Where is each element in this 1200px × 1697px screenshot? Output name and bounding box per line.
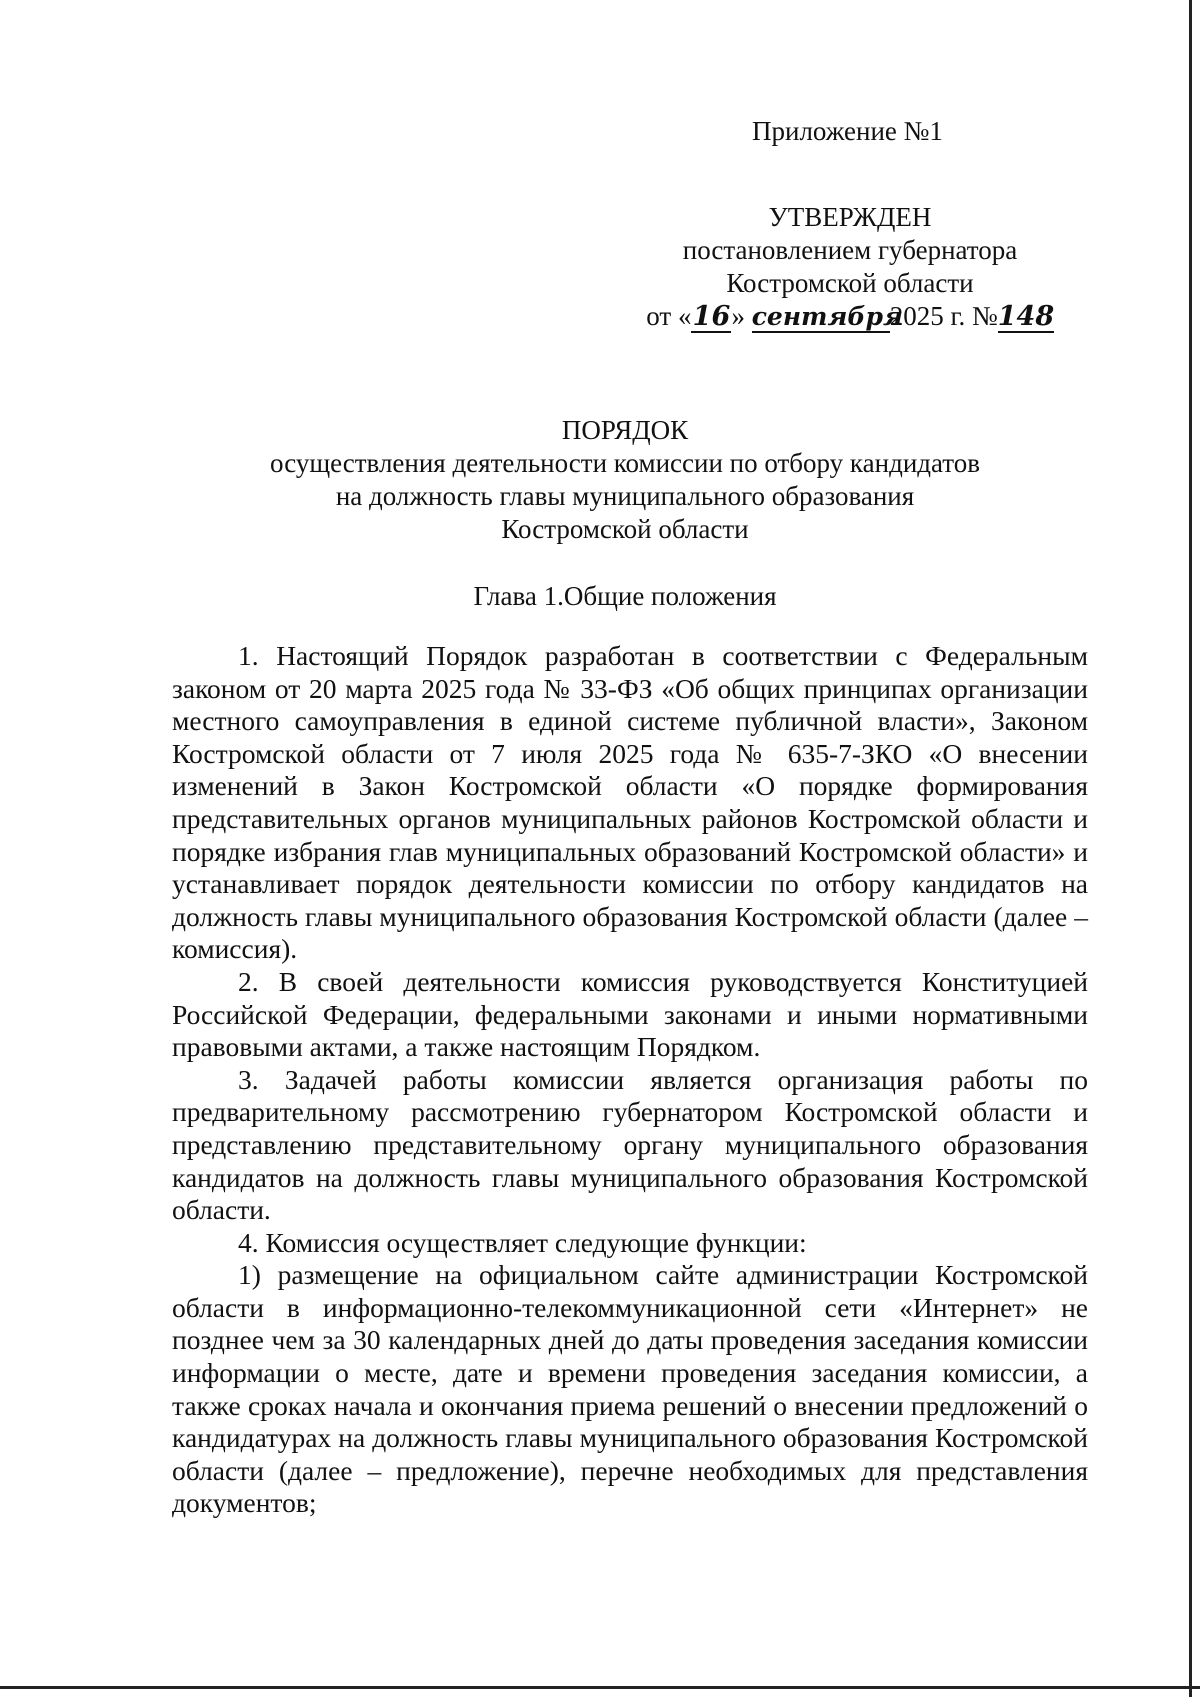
decree-line-2: Костромской области	[726, 268, 974, 298]
approved-label: УТВЕРЖДЕН	[768, 202, 932, 232]
paragraph-4-item-1: 1) размещение на официальном сайте администрации Костромской области в информационно-телекоммуникационной сети «Интернет» не позднее чем за 30 календарных дней до даты проведения заседания комиссии информации о месте, дате и времени проведения заседания комиссии, а также сроках начала и окончания приема решений о внесении предложений о кандидатурах на должность главы муниципального образования Костромской области (далее – предложение), перечне необходимых для представления документов;	[172, 1259, 1088, 1519]
handwritten-month: сентября	[751, 302, 903, 331]
title-line-3: на должность главы муниципального образования	[335, 481, 915, 511]
date-prefix: от «	[646, 301, 692, 331]
scan-border-bottom	[0, 1686, 1200, 1689]
decree-line-1: постановлением губернатора	[682, 235, 1018, 265]
paragraph-1: 1. Настоящий Порядок разработан в соответствии с Федеральным законом от 20 марта 2025 года № 33-ФЗ «Об общих принципах организации местного самоуправления в единой системе публичной власти», Законом Костромской области от 7 июля 2025 года № 635-7-ЗКО «О внесении изменений в Закон Костромской области «О порядке формирования представительных органов муниципальных районов Костромской области и порядке избрания глав муниципальных образований Костромской области» и устанавливает порядок деятельности комиссии по отбору кандидатов на должность главы муниципального образования Костромской области (далее – комиссия).	[172, 640, 1088, 965]
chapter-heading: Глава 1.Общие положения	[473, 581, 777, 611]
decree-date-line	[600, 300, 1100, 333]
title-line-4: Костромской области	[501, 514, 749, 544]
title-line-1: ПОРЯДОК	[561, 415, 689, 445]
paragraph-4: 4. Комиссия осуществляет следующие функции:	[238, 1226, 807, 1258]
scan-border-right	[1189, 0, 1192, 1697]
document-title	[150, 414, 1100, 546]
date-year: 2025 г. №	[889, 301, 998, 331]
appendix-label: Приложение №1	[752, 116, 943, 146]
document-body	[172, 640, 1088, 1520]
handwritten-decree-number: 148	[997, 301, 1055, 332]
paragraph-3: 3. Задачей работы комиссии является организация работы по предварительному рассмотрению губернатором Костромской области и представлению представительному органу муниципального образования кандидатов на должность главы муниципального образования Костромской области.	[172, 1063, 1088, 1226]
approval-stamp	[600, 115, 1100, 333]
handwritten-day: 16	[692, 301, 731, 332]
title-line-2: осуществления деятельности комиссии по отбору кандидатов	[270, 448, 980, 478]
paragraph-2: 2. В своей деятельности комиссия руководствуется Конституцией Российской Федерации, федеральными законами и иными нормативными правовыми актами, а также настоящим Порядком.	[172, 965, 1088, 1063]
date-close: »	[731, 301, 745, 331]
